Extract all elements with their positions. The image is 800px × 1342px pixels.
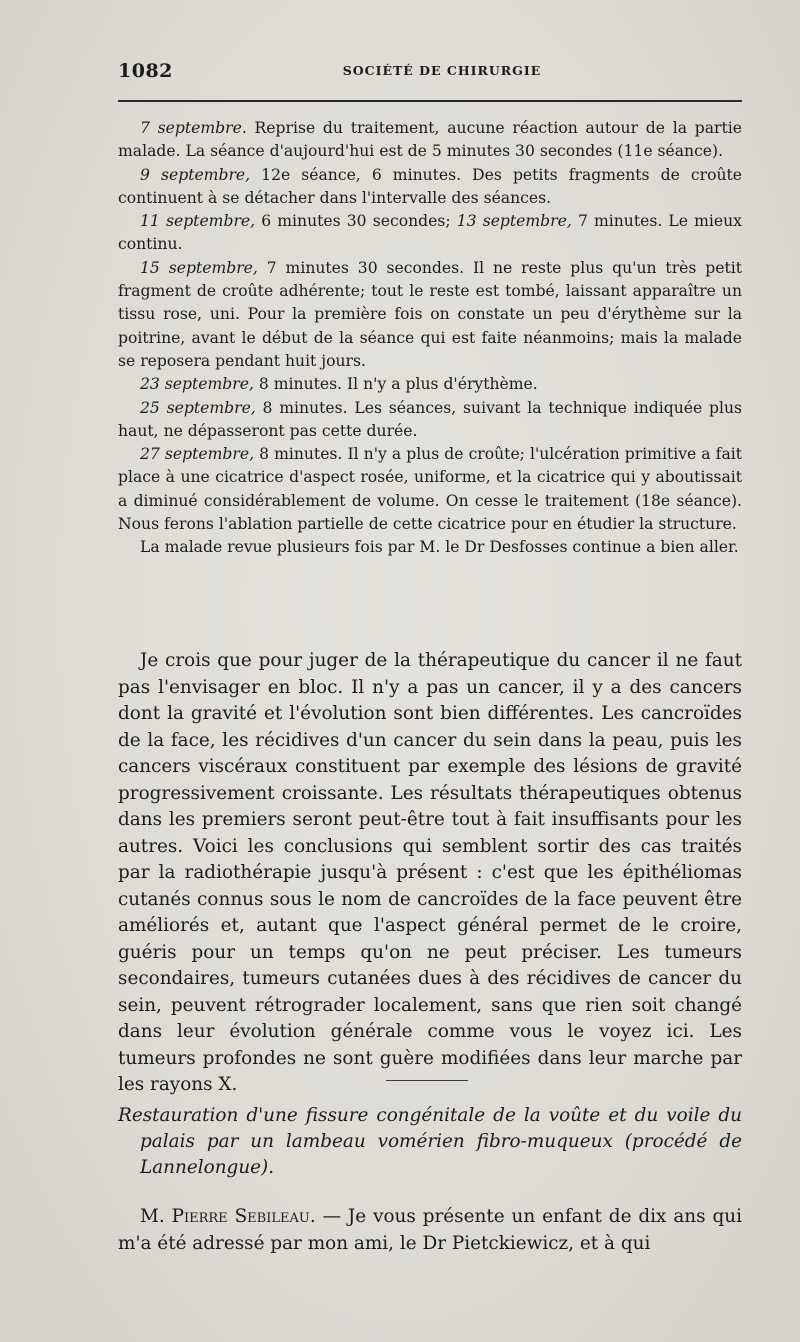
communication-paragraph: [118, 1204, 742, 1257]
case-note-6: [118, 397, 742, 444]
case-note-8: [118, 536, 742, 559]
case-note-text: 8 minutes. Il n'y a plus de croûte; l'ulcération primitive a fait place à une cicatrice d'aspect rosée, uniforme, et la cicatrice qui y aboutissait a diminué considérablement de volume. On cesse le traitement (18e séance). Nous ferons l'ablation partielle de cette cicatrice pour en étudier la structure.: [118, 445, 742, 534]
case-note-4: [118, 257, 742, 373]
case-note-text: 6 minutes 30 secondes;: [255, 212, 457, 231]
speaker-text: — Je vous présente un enfant de dix ans qui m'a été adressé par mon ami, le Dr Pietckiewicz, et à qui: [118, 1206, 742, 1254]
case-note-date: 15 septembre,: [140, 258, 258, 277]
case-note-date: 25 septembre,: [140, 398, 256, 417]
case-note-text: Reprise du traitement, aucune réaction autour de la partie malade. La séance d'aujourd'hui est de 5 minutes 30 secondes (11e séance).: [118, 119, 742, 161]
case-note-2: [118, 164, 742, 211]
discussion-block: [118, 648, 742, 1099]
case-note-date: 11 septembre,: [140, 212, 256, 231]
section-heading: [118, 1103, 742, 1181]
case-note-date: 9 septembre,: [140, 165, 251, 184]
case-note-1: [118, 117, 742, 164]
case-note-date: 7 septembre.: [140, 119, 247, 137]
case-note-text: 8 minutes. Il n'y a plus d'érythème.: [253, 375, 538, 394]
case-note-5: [118, 373, 742, 396]
running-title: SOCIÉTÉ DE CHIRURGIE: [342, 63, 542, 78]
case-note-text: 7 minutes 30 secondes. Il ne reste plus qu'un très petit fragment de croûte adhérente; tout le reste est tombé, laissant apparaître un tissu rose, uni. Pour la première fois on constate un peu d'érythème sur la poitrine, avant le début de la séance qui est faite néanmoins; mais la malade se reposera pendant huit jours.: [118, 258, 743, 370]
case-note-text: 7 minutes. Le mieux continu.: [118, 212, 742, 254]
case-notes: [118, 117, 742, 560]
case-note-text: La malade revue plusieurs fois par M. le Dr Desfosses continue a bien aller.: [140, 538, 739, 557]
communication-block: [118, 1204, 742, 1257]
case-note-7: [118, 443, 742, 536]
page-header: [118, 60, 742, 86]
page-number: 1082: [118, 60, 173, 82]
case-note-date: 13 septembre,: [456, 212, 572, 231]
case-note-text: 8 minutes. Les séances, suivant la technique indiquée plus haut, ne dépasseront pas cette durée.: [118, 398, 742, 440]
case-note-3: [118, 210, 742, 257]
case-note-date: 23 septembre,: [140, 375, 254, 394]
section-separator: [386, 1080, 468, 1081]
discussion-paragraph: Je crois que pour juger de la thérapeutique du cancer il ne faut pas l'envisager en bloc. Il n'y a pas un cancer, il y a des cancers dont la gravité et l'évolution sont bien différentes. Les cancroïdes de la face, les récidives d'un cancer du sein dans la peau, puis les cancers viscéraux constituent par exemple des lésions de gravité progressivement croissante. Les résultats thérapeutiques obtenus dans les premiers seront peut-être tout à fait insuffisants pour les autres. Voici les conclusions qui semblent sortir des cas traités par la radiothérapie jusqu'à présent : c'est que les épithéliomas cutanés connus sous le nom de cancroïdes de la face peuvent être améliorés et, autant que l'aspect général permet de le croire, guéris pour un temps qu'on ne peut préciser. Les tumeurs secondaires, tumeurs cutanées dues à des récidives de cancer du sein, peuvent rétrograder localement, sans que rien soit changé dans leur évolution générale comme vous le voyez ici. Les tumeurs profondes ne sont guère modifiées dans leur marche par les rayons X.: [118, 650, 742, 1095]
case-note-text: 12e séance, 6 minutes. Des petits fragments de croûte continuent à se détacher dans l'intervalle des séances.: [118, 165, 742, 207]
speaker-name: M. Pierre Sebileau.: [140, 1206, 316, 1227]
case-note-date: 27 septembre,: [140, 445, 255, 464]
section-title: Restauration d'une fissure congénitale de la voûte et du voile du palais par un lambeau vomérien fibro-muqueux (procédé de Lannelongue).: [118, 1105, 742, 1178]
header-rule: [118, 100, 742, 102]
